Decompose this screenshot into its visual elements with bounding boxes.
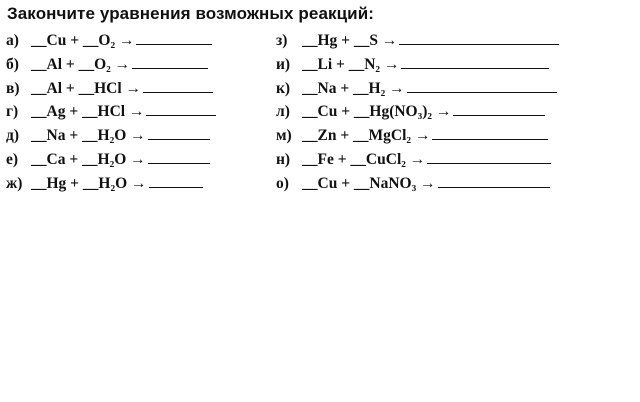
left-column bbox=[6, 29, 268, 196]
reaction-letter: о) bbox=[276, 174, 289, 192]
reaction-letter: м) bbox=[276, 127, 292, 145]
reaction-row bbox=[6, 124, 268, 148]
answer-blank-line[interactable] bbox=[453, 101, 545, 116]
reaction-letter: к) bbox=[276, 79, 291, 97]
reaction-equation: __Hg + __H₂O → bbox=[31, 174, 147, 192]
reaction-letter: л) bbox=[276, 103, 290, 121]
reaction-row bbox=[276, 172, 634, 196]
reaction-equation: __Na + __H₂ → bbox=[302, 79, 405, 97]
reaction-equation: __Na + __H₂O → bbox=[31, 127, 146, 145]
reaction-letter: и) bbox=[276, 55, 291, 73]
reaction-equation: __Hg + __S → bbox=[302, 32, 398, 49]
answer-blank-line[interactable] bbox=[407, 78, 557, 93]
reaction-row bbox=[276, 29, 634, 53]
reaction-row bbox=[276, 148, 634, 172]
reaction-letter: г) bbox=[6, 103, 19, 121]
answer-blank-line[interactable] bbox=[143, 78, 213, 93]
reaction-letter: д) bbox=[6, 127, 20, 145]
reaction-letter: ж) bbox=[6, 174, 23, 192]
reaction-equation: __Li + __N₂ → bbox=[302, 55, 400, 73]
reaction-row bbox=[6, 29, 268, 53]
reaction-row bbox=[6, 53, 268, 77]
reaction-row bbox=[276, 77, 634, 101]
reaction-equation: __Zn + __MgCl₂ → bbox=[302, 127, 431, 145]
reaction-letter: н) bbox=[276, 150, 291, 168]
right-column bbox=[276, 29, 634, 196]
reaction-row bbox=[276, 53, 634, 77]
reaction-row bbox=[276, 100, 634, 124]
worksheet-title: Закончите уравнения возможных реакций: bbox=[7, 4, 375, 23]
answer-blank-line[interactable] bbox=[148, 125, 210, 140]
reaction-row bbox=[6, 172, 268, 196]
reaction-row bbox=[6, 100, 268, 124]
answer-blank-line[interactable] bbox=[427, 149, 551, 164]
answer-blank-line[interactable] bbox=[136, 30, 212, 45]
reaction-row bbox=[6, 148, 268, 172]
reaction-equation: __Al + __O₂ → bbox=[31, 55, 131, 73]
reaction-equation: __Al + __HCl → bbox=[31, 79, 142, 97]
reaction-equation: __Ag + __HCl → bbox=[31, 103, 145, 121]
answer-blank-line[interactable] bbox=[132, 54, 208, 69]
reaction-equation: __Ca + __H₂O → bbox=[31, 150, 146, 168]
answer-blank-line[interactable] bbox=[399, 30, 559, 45]
reaction-letter: б) bbox=[6, 55, 19, 73]
reaction-letter: а) bbox=[6, 32, 19, 49]
reaction-equation: __Fe + __CuCl₂ → bbox=[302, 150, 426, 168]
reaction-row bbox=[6, 77, 268, 101]
answer-blank-line[interactable] bbox=[401, 54, 549, 69]
reaction-equation: __Cu + __Hg(NO₃)₂ → bbox=[302, 103, 452, 121]
answer-blank-line[interactable] bbox=[438, 173, 550, 188]
reaction-equation: __Cu + __NaNO₃ → bbox=[302, 174, 436, 192]
answer-blank-line[interactable] bbox=[432, 125, 548, 140]
reaction-columns bbox=[6, 29, 634, 199]
worksheet bbox=[6, 4, 634, 199]
reaction-letter: з) bbox=[276, 32, 288, 49]
reaction-row bbox=[276, 124, 634, 148]
answer-blank-line[interactable] bbox=[146, 101, 216, 116]
reaction-equation: __Cu + __O₂ → bbox=[31, 32, 135, 49]
reaction-letter: в) bbox=[6, 79, 20, 97]
answer-blank-line[interactable] bbox=[148, 149, 210, 164]
reaction-letter: е) bbox=[6, 150, 19, 168]
answer-blank-line[interactable] bbox=[149, 173, 203, 188]
